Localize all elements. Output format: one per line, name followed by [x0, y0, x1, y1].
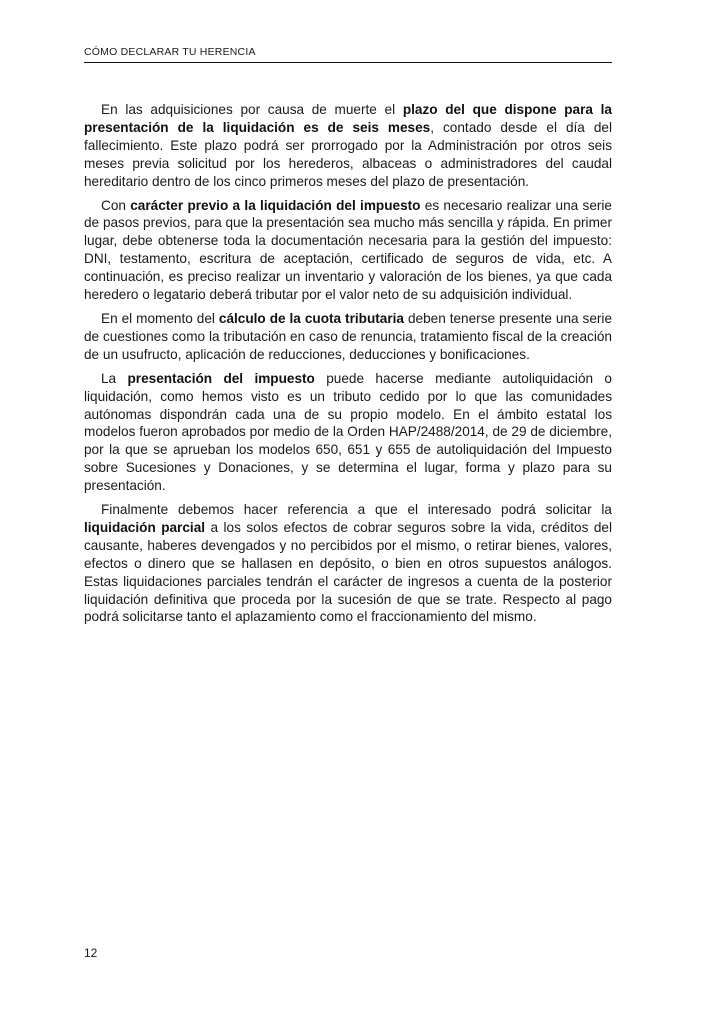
paragraph-text: puede hacerse mediante autoliquidación o liquidación, como hemos visto es un tributo cedido por lo que las comunidades autónomas dispondrán cada una de su propio modelo. En el ámbito estatal los modelos fueron aprobados por medio de la Orden HAP/2488/2014, de 29 de diciembre, por la que se aprueban los modelos 650, 651 y 655 de autoliquidación del Impuesto sobre Sucesiones y Donaciones, y se determina el lugar, forma y plazo para su presentación. [84, 370, 612, 494]
paragraph-text: En las adquisiciones por causa de muerte el [101, 102, 403, 117]
paragraph-liquidacion-parcial [84, 501, 612, 626]
emphasis-presentacion: presentación del impuesto [127, 370, 315, 386]
running-header: CÓMO DECLARAR TU HERENCIA [84, 46, 256, 58]
paragraph-text: Finalmente debemos hacer referencia a que el interesado podrá solicitar la [101, 502, 612, 518]
emphasis-plazo: plazo del que dispone para la presentación de la liquidación es de seis meses [84, 102, 612, 135]
paragraph-text: , contado desde el día del fallecimiento. Este plazo podrá ser prorrogado por la Administración por otros seis meses previa solicitud por los herederos, albaceas o administradores del caudal hereditario dentro de los cinco primeros meses del plazo de presentación. [84, 119, 612, 189]
paragraph-presentacion [84, 370, 612, 495]
paragraph-text: es necesario realizar una serie de pasos previos, para que la presentación sea mucho más sencilla y rápida. En primer lugar, debe obtenerse toda la documentación necesaria para la gestión del impuesto: DNI, testamento, escritura de aceptación, certificado de seguros de vida, etc. A continuación, es preciso realizar un inventario y valoración de los bienes, ya que cada heredero o legatario deberá tributar por el valor neto de su adquisición individual. [84, 197, 612, 303]
page-number: 12 [84, 946, 98, 960]
emphasis-caracter-previo: carácter previo a la liquidación del impuesto [130, 197, 421, 213]
paragraph-plazo [84, 101, 612, 191]
emphasis-liquidacion-parcial: liquidación parcial [84, 519, 206, 535]
paragraph-text: La [101, 370, 128, 386]
paragraph-text: a los solos efectos de cobrar seguros sobre la vida, créditos del causante, haberes devengados y no percibidos por el mismo, o retirar bienes, valores, efectos o dinero que se hallasen en depósito, o bien en otros supuestos análogos. Estas liquidaciones parciales tendrán el carácter de ingresos a cuenta de la posterior liquidación definitiva que proceda por la sucesión de que se trate. Respecto al pago podrá solicitarse tanto el aplazamiento como el fraccionamiento del mismo. [84, 519, 612, 625]
paragraph-text: Con [101, 197, 131, 213]
body-text [84, 101, 612, 632]
paragraph-calculo-cuota [84, 310, 612, 364]
emphasis-calculo-cuota: cálculo de la cuota tributaria [218, 310, 404, 326]
paragraph-text: deben tenerse presente una serie de cuestiones como la tributación en caso de renuncia, tratamiento fiscal de la creación de un usufructo, aplicación de reducciones, deducciones y bonificaciones. [84, 310, 613, 362]
paragraph-caracter-previo [84, 197, 612, 304]
paragraph-text: En el momento del [101, 310, 219, 326]
header-divider [84, 62, 612, 63]
